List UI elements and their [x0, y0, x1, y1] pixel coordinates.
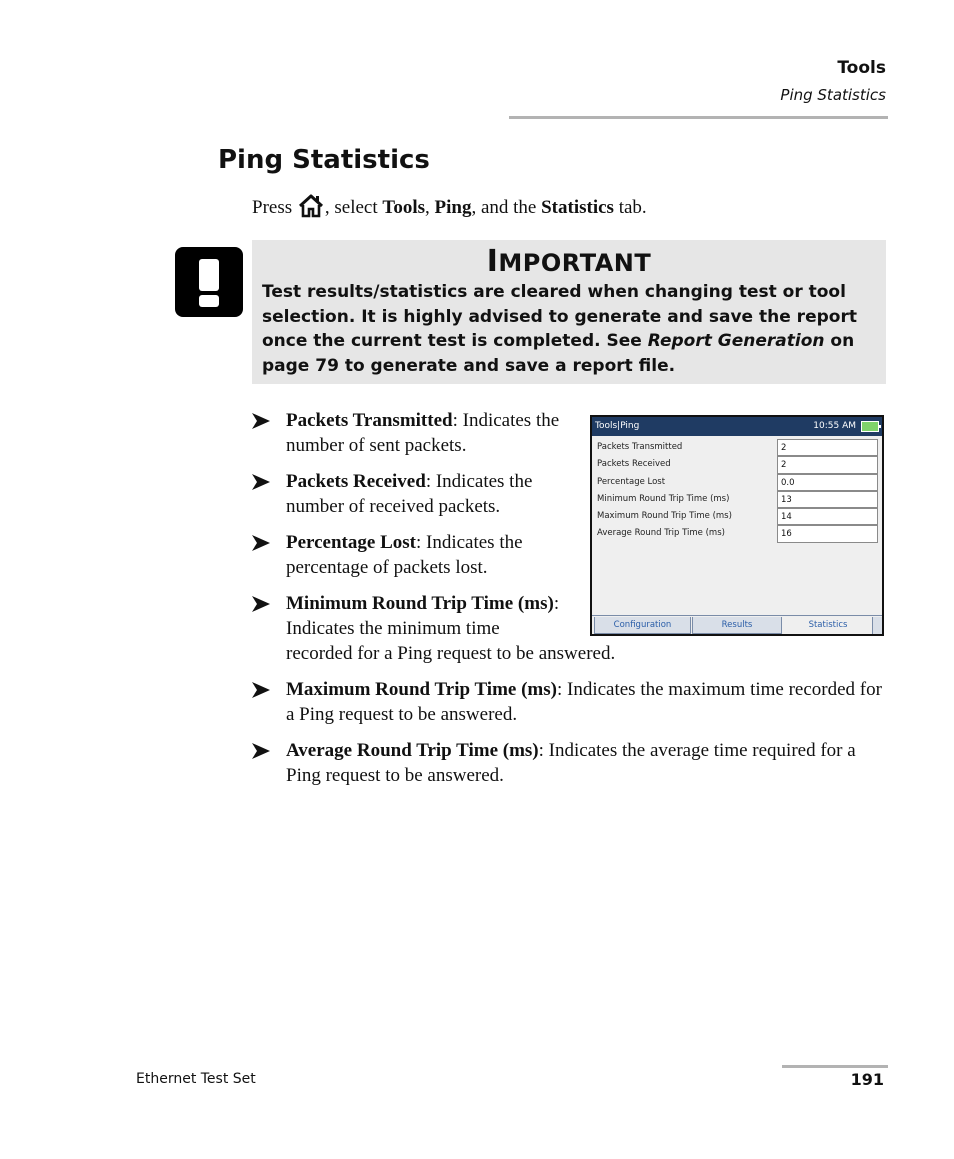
arrowhead-bullet-icon	[252, 474, 270, 490]
footer-product-name: Ethernet Test Set	[136, 1071, 256, 1087]
instruction-statistics: Statistics	[541, 197, 614, 218]
important-title: IMPORTANT	[486, 244, 652, 279]
instruction-and-the: , and the	[471, 197, 542, 218]
packets-received-value: 2	[777, 456, 878, 473]
header-rule	[509, 116, 888, 119]
table-row: Minimum Round Trip Time (ms) 13	[592, 491, 882, 508]
tab-bar-end	[872, 617, 882, 634]
device-title-bar	[592, 417, 882, 436]
table-row: Packets Received 2	[592, 456, 882, 473]
packets-transmitted-value: 2	[777, 439, 878, 456]
device-tab-bar	[592, 615, 882, 634]
instruction-tools: Tools	[382, 197, 425, 218]
tab-configuration[interactable]: Configuration	[594, 617, 691, 634]
min-rtt-value: 13	[777, 491, 878, 508]
arrowhead-bullet-icon	[252, 682, 270, 698]
arrowhead-bullet-icon	[252, 535, 270, 551]
avg-rtt-value: 16	[777, 525, 878, 542]
max-rtt-value: 14	[777, 508, 878, 525]
instruction-ping: Ping	[434, 197, 472, 218]
statistics-table	[592, 439, 882, 543]
device-clock: 10:55 AM	[813, 421, 856, 431]
list-item: Packets Transmitted: Indicates the number of sent packets.	[252, 408, 584, 458]
instruction-tab: tab.	[613, 197, 647, 218]
arrowhead-bullet-icon	[252, 596, 270, 612]
page-number: 191	[850, 1070, 884, 1089]
table-row: Packets Transmitted 2	[592, 439, 882, 456]
list-item: Minimum Round Trip Time (ms): Indicates the minimum time recorded for a Ping request to be answered.	[252, 591, 882, 666]
important-callout	[252, 240, 886, 384]
instruction-select: , select	[324, 197, 383, 218]
table-row: Maximum Round Trip Time (ms) 14	[592, 508, 882, 525]
instruction-text	[252, 194, 647, 221]
table-row: Average Round Trip Time (ms) 16	[592, 525, 882, 542]
tab-statistics[interactable]: Statistics	[783, 617, 873, 634]
arrowhead-bullet-icon	[252, 413, 270, 429]
instruction-comma: ,	[425, 197, 435, 218]
running-header-section: Ping Statistics	[780, 86, 886, 104]
important-reference: Report Generation	[647, 331, 825, 351]
table-row: Percentage Lost 0.0	[592, 474, 882, 491]
instruction-press: Press	[252, 197, 293, 218]
battery-icon	[861, 421, 879, 432]
page-title: Ping Statistics	[218, 145, 430, 175]
arrowhead-bullet-icon	[252, 743, 270, 759]
percentage-lost-value: 0.0	[777, 474, 878, 491]
list-item: Average Round Trip Time (ms): Indicates the average time required for a Ping request to be answered.	[252, 738, 882, 788]
list-item: Percentage Lost: Indicates the percentage of packets lost.	[252, 530, 554, 580]
home-icon	[298, 194, 324, 218]
footer-rule	[782, 1065, 888, 1068]
important-exclamation-icon	[175, 247, 243, 317]
device-app-title: Tools|Ping	[595, 421, 640, 431]
list-item: Maximum Round Trip Time (ms): Indicates the maximum time recorded for a Ping request to be answered.	[252, 677, 882, 727]
important-text: Test results/statistics are cleared when changing test or tool selection. It is highly advised to generate and save the report once the current test is completed. See Report Generation on page 79 to generate and save a report file.	[262, 282, 857, 376]
running-header-chapter: Tools	[837, 58, 886, 78]
tab-results[interactable]: Results	[692, 617, 782, 634]
list-item: Packets Received: Indicates the number of received packets.	[252, 469, 568, 519]
ping-statistics-screenshot	[590, 415, 884, 636]
running-header	[780, 58, 886, 104]
